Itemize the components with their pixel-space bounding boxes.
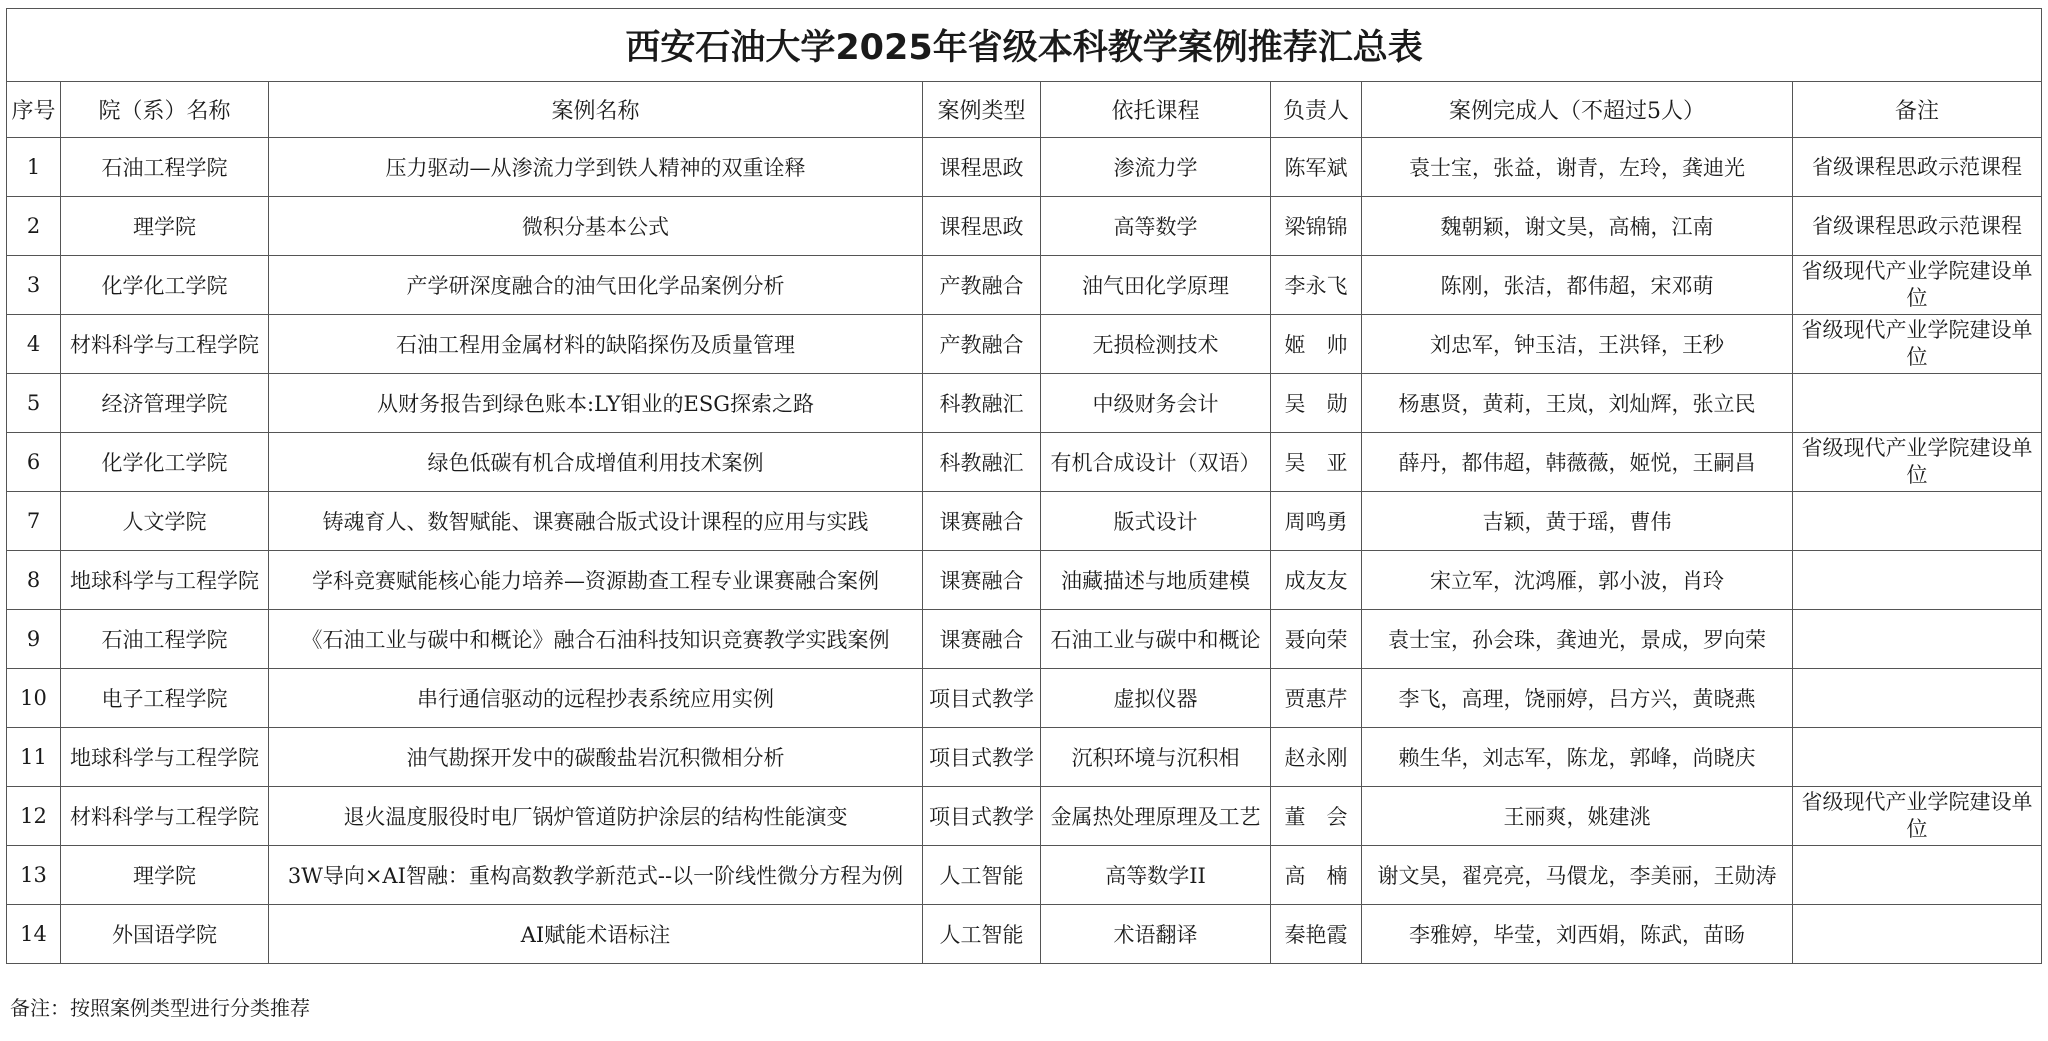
cell-no: 6 [7, 433, 61, 492]
cell-college: 地球科学与工程学院 [61, 551, 269, 610]
cell-course: 石油工业与碳中和概论 [1041, 610, 1271, 669]
cell-leader: 高 楠 [1271, 846, 1362, 905]
cell-course: 高等数学 [1041, 197, 1271, 256]
cell-no: 14 [7, 905, 61, 964]
cell-college: 理学院 [61, 846, 269, 905]
cell-remark: 省级课程思政示范课程 [1793, 197, 2042, 256]
footnote: 备注：按照案例类型进行分类推荐 [10, 996, 310, 1020]
cell-course: 金属热处理原理及工艺 [1041, 787, 1271, 846]
table-row [7, 669, 2042, 728]
cell-case-type: 项目式教学 [923, 787, 1041, 846]
cell-remark [1793, 669, 2042, 728]
cell-case-name: 油气勘探开发中的碳酸盐岩沉积微相分析 [269, 728, 923, 787]
cell-members: 袁士宝，张益，谢青，左玲，龚迪光 [1362, 138, 1793, 197]
header-leader: 负责人 [1271, 82, 1362, 138]
cell-members: 吉颖，黄于瑶，曹伟 [1362, 492, 1793, 551]
cell-course: 高等数学II [1041, 846, 1271, 905]
cell-no: 2 [7, 197, 61, 256]
cell-members: 王丽爽，姚建洮 [1362, 787, 1793, 846]
cell-leader: 周鸣勇 [1271, 492, 1362, 551]
cell-no: 5 [7, 374, 61, 433]
cell-case-name: 《石油工业与碳中和概论》融合石油科技知识竞赛教学实践案例 [269, 610, 923, 669]
cell-members: 宋立军，沈鸿雁，郭小波，肖玲 [1362, 551, 1793, 610]
table-row [7, 610, 2042, 669]
cell-remark [1793, 492, 2042, 551]
cell-college: 经济管理学院 [61, 374, 269, 433]
cell-remark: 省级现代产业学院建设单位 [1793, 787, 2042, 846]
cell-no: 4 [7, 315, 61, 374]
header-remark: 备注 [1793, 82, 2042, 138]
cell-leader: 吴 亚 [1271, 433, 1362, 492]
cell-case-type: 课赛融合 [923, 551, 1041, 610]
cell-college: 石油工程学院 [61, 610, 269, 669]
header-case-type: 案例类型 [923, 82, 1041, 138]
cell-college: 电子工程学院 [61, 669, 269, 728]
cell-college: 材料科学与工程学院 [61, 315, 269, 374]
cell-college: 人文学院 [61, 492, 269, 551]
cell-leader: 贾惠芹 [1271, 669, 1362, 728]
cell-case-name: 串行通信驱动的远程抄表系统应用实例 [269, 669, 923, 728]
cell-case-type: 项目式教学 [923, 728, 1041, 787]
cell-college: 外国语学院 [61, 905, 269, 964]
table-row [7, 315, 2042, 374]
cell-course: 有机合成设计（双语） [1041, 433, 1271, 492]
table-title: 西安石油大学2025年省级本科教学案例推荐汇总表 [7, 9, 2042, 82]
cell-leader: 梁锦锦 [1271, 197, 1362, 256]
cell-case-name: 产学研深度融合的油气田化学品案例分析 [269, 256, 923, 315]
cell-members: 袁士宝，孙会珠，龚迪光，景成，罗向荣 [1362, 610, 1793, 669]
table-row [7, 374, 2042, 433]
cell-college: 石油工程学院 [61, 138, 269, 197]
cell-case-name: 压力驱动—从渗流力学到铁人精神的双重诠释 [269, 138, 923, 197]
cell-case-name: 3W导向×AI智融：重构高数教学新范式--以一阶线性微分方程为例 [269, 846, 923, 905]
cell-remark [1793, 374, 2042, 433]
cell-case-name: 从财务报告到绿色账本:LY钼业的ESG探索之路 [269, 374, 923, 433]
cell-members: 李雅婷，毕莹，刘西娟，陈武，苗旸 [1362, 905, 1793, 964]
summary-table [6, 8, 2042, 964]
cell-college: 地球科学与工程学院 [61, 728, 269, 787]
header-members: 案例完成人（不超过5人） [1362, 82, 1793, 138]
cell-leader: 赵永刚 [1271, 728, 1362, 787]
cell-no: 9 [7, 610, 61, 669]
table-row [7, 728, 2042, 787]
cell-no: 7 [7, 492, 61, 551]
cell-remark [1793, 610, 2042, 669]
table-row [7, 197, 2042, 256]
cell-case-name: 铸魂育人、数智赋能、课赛融合版式设计课程的应用与实践 [269, 492, 923, 551]
cell-no: 8 [7, 551, 61, 610]
cell-leader: 陈军斌 [1271, 138, 1362, 197]
cell-leader: 董 会 [1271, 787, 1362, 846]
cell-case-type: 课赛融合 [923, 492, 1041, 551]
cell-leader: 成友友 [1271, 551, 1362, 610]
cell-case-type: 课程思政 [923, 197, 1041, 256]
cell-leader: 聂向荣 [1271, 610, 1362, 669]
cell-college: 化学化工学院 [61, 256, 269, 315]
table-row [7, 846, 2042, 905]
cell-members: 刘忠军，钟玉洁，王洪铎，王秒 [1362, 315, 1793, 374]
cell-no: 13 [7, 846, 61, 905]
cell-course: 油气田化学原理 [1041, 256, 1271, 315]
cell-college: 化学化工学院 [61, 433, 269, 492]
cell-no: 1 [7, 138, 61, 197]
cell-members: 陈刚，张洁，都伟超，宋邓萌 [1362, 256, 1793, 315]
table-row [7, 492, 2042, 551]
cell-course: 版式设计 [1041, 492, 1271, 551]
cell-case-name: AI赋能术语标注 [269, 905, 923, 964]
cell-remark [1793, 728, 2042, 787]
cell-course: 虚拟仪器 [1041, 669, 1271, 728]
cell-remark: 省级现代产业学院建设单位 [1793, 256, 2042, 315]
cell-case-type: 科教融汇 [923, 433, 1041, 492]
cell-remark [1793, 905, 2042, 964]
cell-no: 11 [7, 728, 61, 787]
cell-case-type: 产教融合 [923, 256, 1041, 315]
cell-members: 薛丹，都伟超，韩薇薇，姬悦，王嗣昌 [1362, 433, 1793, 492]
cell-remark: 省级现代产业学院建设单位 [1793, 433, 2042, 492]
cell-course: 术语翻译 [1041, 905, 1271, 964]
header-college: 院（系）名称 [61, 82, 269, 138]
table-row [7, 138, 2042, 197]
cell-members: 谢文昊，翟亮亮，马儇龙，李美丽，王勋涛 [1362, 846, 1793, 905]
header-no: 序号 [7, 82, 61, 138]
cell-remark: 省级现代产业学院建设单位 [1793, 315, 2042, 374]
cell-no: 3 [7, 256, 61, 315]
cell-case-name: 退火温度服役时电厂锅炉管道防护涂层的结构性能演变 [269, 787, 923, 846]
cell-course: 无损检测技术 [1041, 315, 1271, 374]
table-row [7, 905, 2042, 964]
cell-case-type: 课程思政 [923, 138, 1041, 197]
cell-college: 理学院 [61, 197, 269, 256]
cell-remark: 省级课程思政示范课程 [1793, 138, 2042, 197]
table-row [7, 787, 2042, 846]
table-row [7, 551, 2042, 610]
table-row [7, 433, 2042, 492]
cell-no: 10 [7, 669, 61, 728]
header-case-name: 案例名称 [269, 82, 923, 138]
cell-case-type: 人工智能 [923, 846, 1041, 905]
cell-case-name: 绿色低碳有机合成增值利用技术案例 [269, 433, 923, 492]
cell-course: 油藏描述与地质建模 [1041, 551, 1271, 610]
cell-course: 中级财务会计 [1041, 374, 1271, 433]
cell-case-type: 人工智能 [923, 905, 1041, 964]
cell-case-type: 科教融汇 [923, 374, 1041, 433]
cell-case-name: 石油工程用金属材料的缺陷探伤及质量管理 [269, 315, 923, 374]
cell-leader: 李永飞 [1271, 256, 1362, 315]
cell-members: 李飞，高理，饶丽婷，吕方兴，黄晓燕 [1362, 669, 1793, 728]
cell-no: 12 [7, 787, 61, 846]
cell-course: 渗流力学 [1041, 138, 1271, 197]
cell-case-name: 学科竞赛赋能核心能力培养—资源勘查工程专业课赛融合案例 [269, 551, 923, 610]
table-row [7, 256, 2042, 315]
cell-remark [1793, 551, 2042, 610]
cell-course: 沉积环境与沉积相 [1041, 728, 1271, 787]
cell-members: 赖生华，刘志军，陈龙，郭峰，尚晓庆 [1362, 728, 1793, 787]
cell-case-type: 课赛融合 [923, 610, 1041, 669]
header-row [7, 82, 2042, 138]
cell-leader: 秦艳霞 [1271, 905, 1362, 964]
cell-leader: 吴 勋 [1271, 374, 1362, 433]
cell-members: 杨惠贤，黄莉，王岚，刘灿辉，张立民 [1362, 374, 1793, 433]
cell-leader: 姬 帅 [1271, 315, 1362, 374]
cell-college: 材料科学与工程学院 [61, 787, 269, 846]
cell-case-name: 微积分基本公式 [269, 197, 923, 256]
cell-case-type: 产教融合 [923, 315, 1041, 374]
header-course: 依托课程 [1041, 82, 1271, 138]
cell-members: 魏朝颖，谢文昊，高楠，江南 [1362, 197, 1793, 256]
cell-remark [1793, 846, 2042, 905]
cell-case-type: 项目式教学 [923, 669, 1041, 728]
